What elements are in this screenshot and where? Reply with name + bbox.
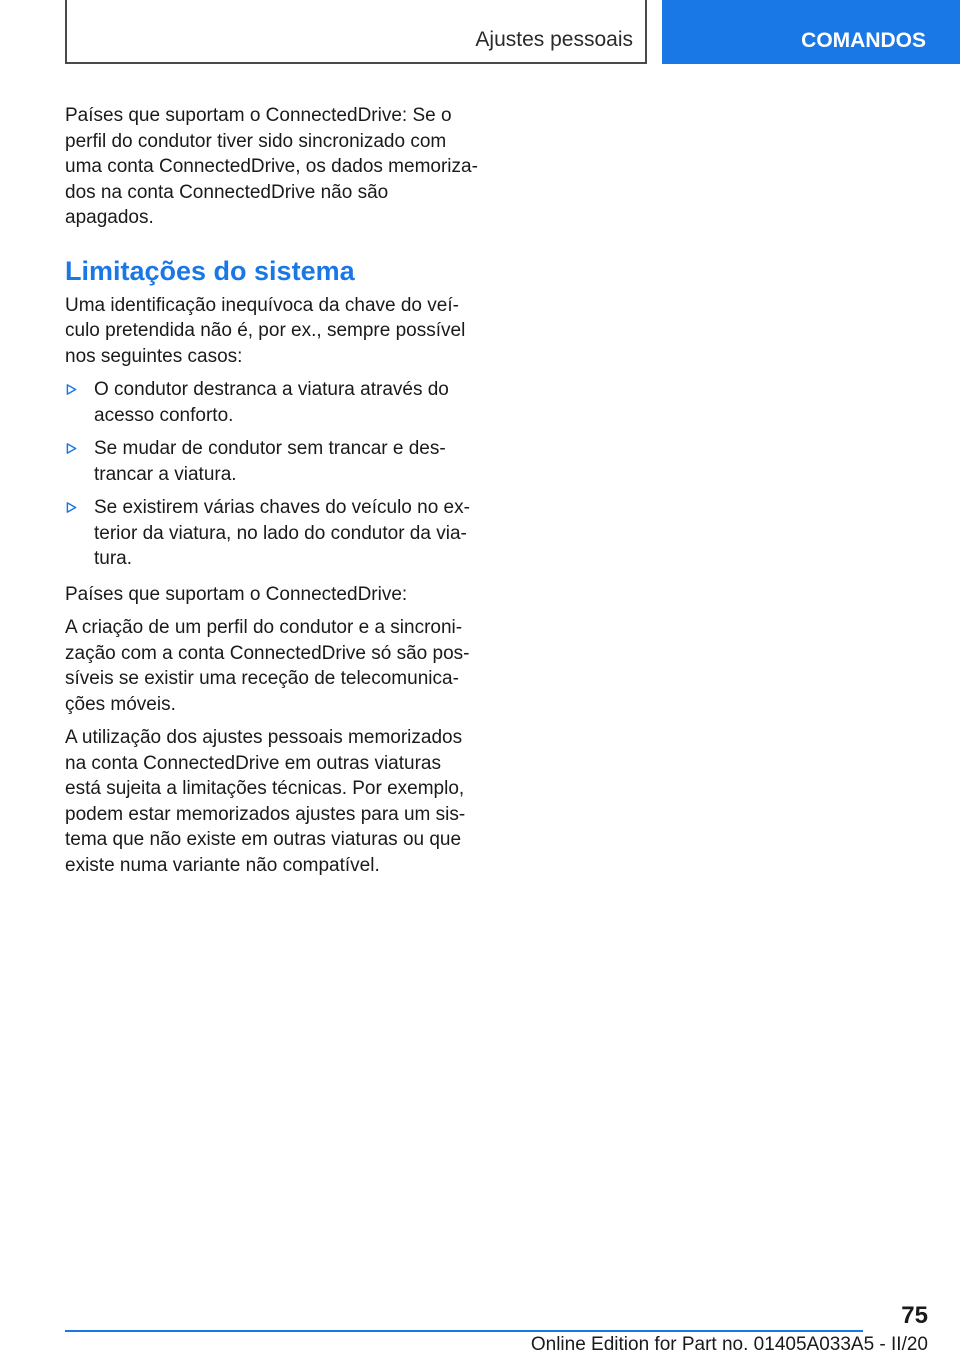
list-item <box>65 495 480 572</box>
header-section-box <box>65 0 647 64</box>
page-number: 75 <box>901 1302 928 1329</box>
header-chapter-label: COMANDOS <box>801 29 926 52</box>
triangle-right-outline-icon <box>66 502 77 513</box>
section-heading: Limitações do sistema <box>65 255 355 286</box>
list-item-text: Se mudar de condutor sem trancar e destrancar a viatura. <box>94 438 446 485</box>
intro-paragraph: Países que suportam o ConnectedDrive: Se o perfil do condutor tiver sido sincronizado com uma conta ConnectedDrive, os dados memorizados na conta ConnectedDrive não são apagados. <box>65 105 478 228</box>
limitations-intro: Uma identificação inequívoca da chave do veículo pretendida não é, por ex., sempre possível nos seguintes casos: <box>65 294 466 367</box>
usage-paragraph: A utilização dos ajustes pessoais memorizados na conta ConnectedDrive em outras viaturas está sujeita a limitações técnicas. Por exemplo, podem estar memorizados ajustes para um sistema que não existe em outras viaturas ou que existe numa variante não compatível. <box>65 727 466 876</box>
list-item <box>65 377 480 428</box>
footer-divider <box>65 1330 863 1332</box>
connected-drive-label: Países que suportam o ConnectedDrive: <box>65 583 408 605</box>
list-item-text: O condutor destranca a viatura através do acesso conforto. <box>94 379 449 426</box>
footer-edition-text: Online Edition for Part no. 01405A033A5 - II/20 <box>530 1334 928 1355</box>
limitations-list <box>65 377 480 572</box>
page-content <box>65 103 480 878</box>
triangle-right-outline-icon <box>66 443 77 454</box>
triangle-right-outline-icon <box>66 384 77 395</box>
list-item-text: Se existirem várias chaves do veículo no exterior da viatura, no lado do condutor da viatura. <box>94 497 470 569</box>
header-chapter-tab[interactable] <box>662 0 960 64</box>
profile-creation-paragraph: A criação de um perfil do condutor e a sincronização com a conta ConnectedDrive só são possíveis se existir uma receção de telecomunicações móveis. <box>65 617 470 715</box>
header-section-title: Ajustes pessoais <box>475 28 633 51</box>
list-item <box>65 436 480 487</box>
